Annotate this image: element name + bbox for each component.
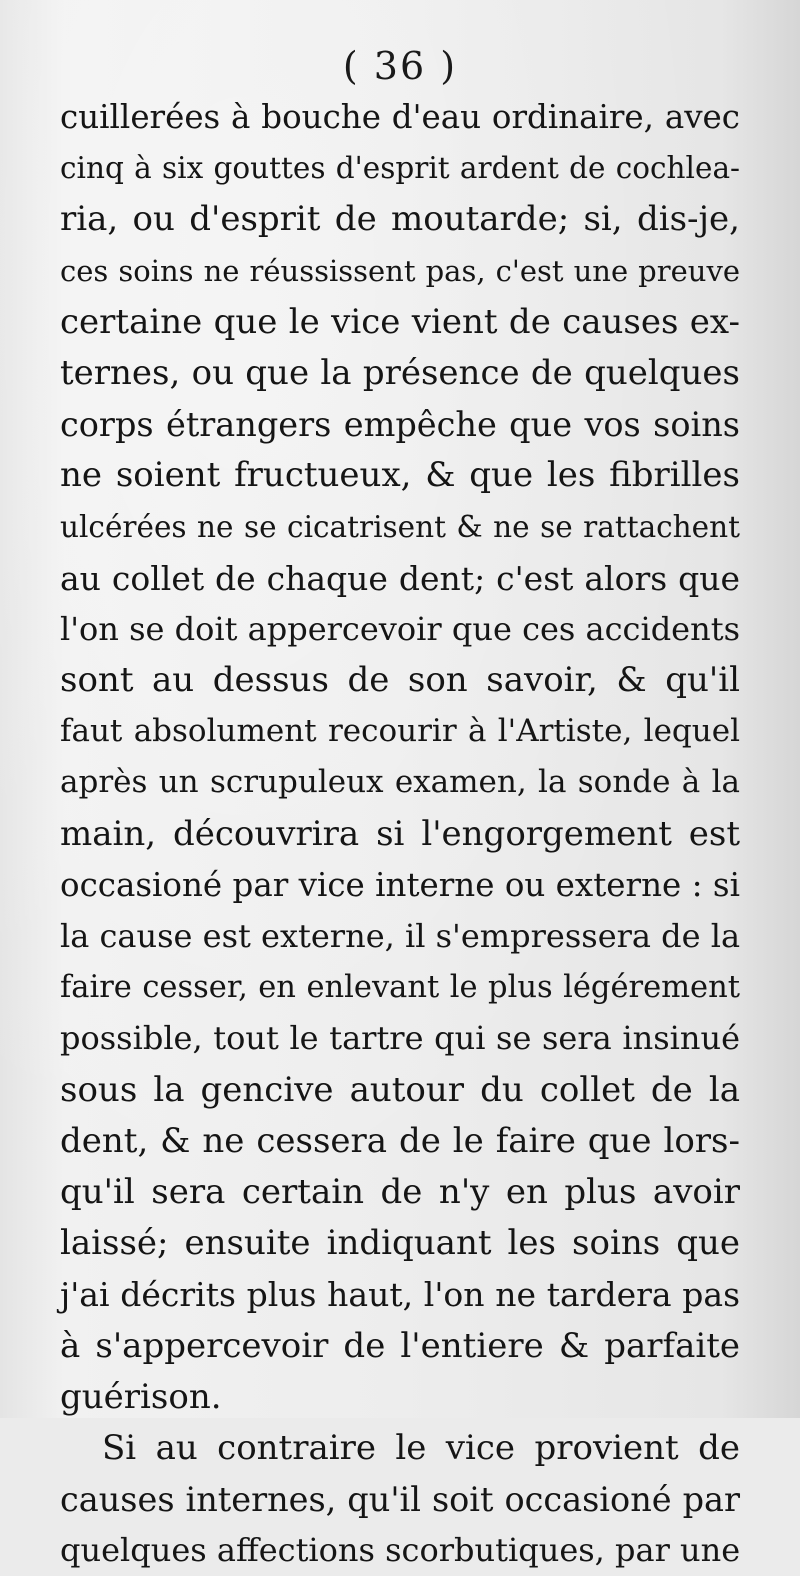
text-line: ces soins ne réussissent pas, c'est une preuve bbox=[60, 253, 740, 288]
text-line: au collet de chaque dent; c'est alors que bbox=[60, 558, 740, 598]
text-line: ternes, ou que la présence de quelques bbox=[60, 352, 740, 393]
text-line: après un scrupuleux examen, la sonde à la bbox=[60, 764, 740, 801]
body-text bbox=[60, 92, 740, 1576]
text-line: ria, ou d'esprit de moutarde; si, dis-je, bbox=[60, 199, 740, 240]
text-line: faire cesser, en enlevant le plus légérement bbox=[60, 970, 740, 1006]
text-line: occasioné par vice interne ou externe : si bbox=[60, 865, 740, 904]
text-line: sous la gencive autour du collet de la bbox=[60, 1069, 740, 1110]
text-line: laissé; ensuite indiquant les soins que bbox=[60, 1223, 740, 1264]
text-line: cinq à six gouttes d'esprit ardent de cochlea- bbox=[60, 151, 740, 186]
text-line: main, découvrira si l'engorgement est bbox=[60, 813, 740, 854]
text-line: cuillerées à bouche d'eau ordinaire, avec bbox=[60, 98, 740, 136]
text-line: possible, tout le tartre qui se sera insinué bbox=[60, 1019, 740, 1058]
text-line: sont au dessus de son savoir, & qu'il bbox=[60, 660, 740, 701]
text-line: ne soient fructueux, & que les fibrilles bbox=[60, 455, 740, 496]
text-line: corps étrangers empêche que vos soins bbox=[60, 405, 740, 445]
text-line: quelques affections scorbutiques, par une bbox=[60, 1531, 741, 1570]
text-line: l'on se doit appercevoir que ces accidents bbox=[60, 609, 740, 648]
text-line: qu'il sera certain de n'y en plus avoir bbox=[60, 1171, 740, 1212]
text-line: j'ai décrits plus haut, l'on ne tardera pas bbox=[60, 1275, 740, 1315]
text-line: causes internes, qu'il soit occasioné par bbox=[60, 1480, 740, 1520]
text-line: faut absolument recourir à l'Artiste, lequel bbox=[60, 713, 740, 750]
text-line: ulcérées ne se cicatrisent & ne se rattachent bbox=[60, 509, 740, 544]
paragraph-end-line: guérison. bbox=[60, 1376, 222, 1417]
text-line: la cause est externe, il s'empressera de la bbox=[60, 917, 741, 955]
text-line: à s'appercevoir de l'entiere & parfaite bbox=[60, 1325, 740, 1366]
page-number: ( 36 ) bbox=[342, 44, 458, 88]
text-line: dent, & ne cessera de le faire que lors- bbox=[60, 1120, 740, 1161]
text-line: certaine que le vice vient de causes ex- bbox=[60, 301, 740, 342]
paragraph-start-line: Si au contraire le vice provient de bbox=[102, 1427, 740, 1468]
